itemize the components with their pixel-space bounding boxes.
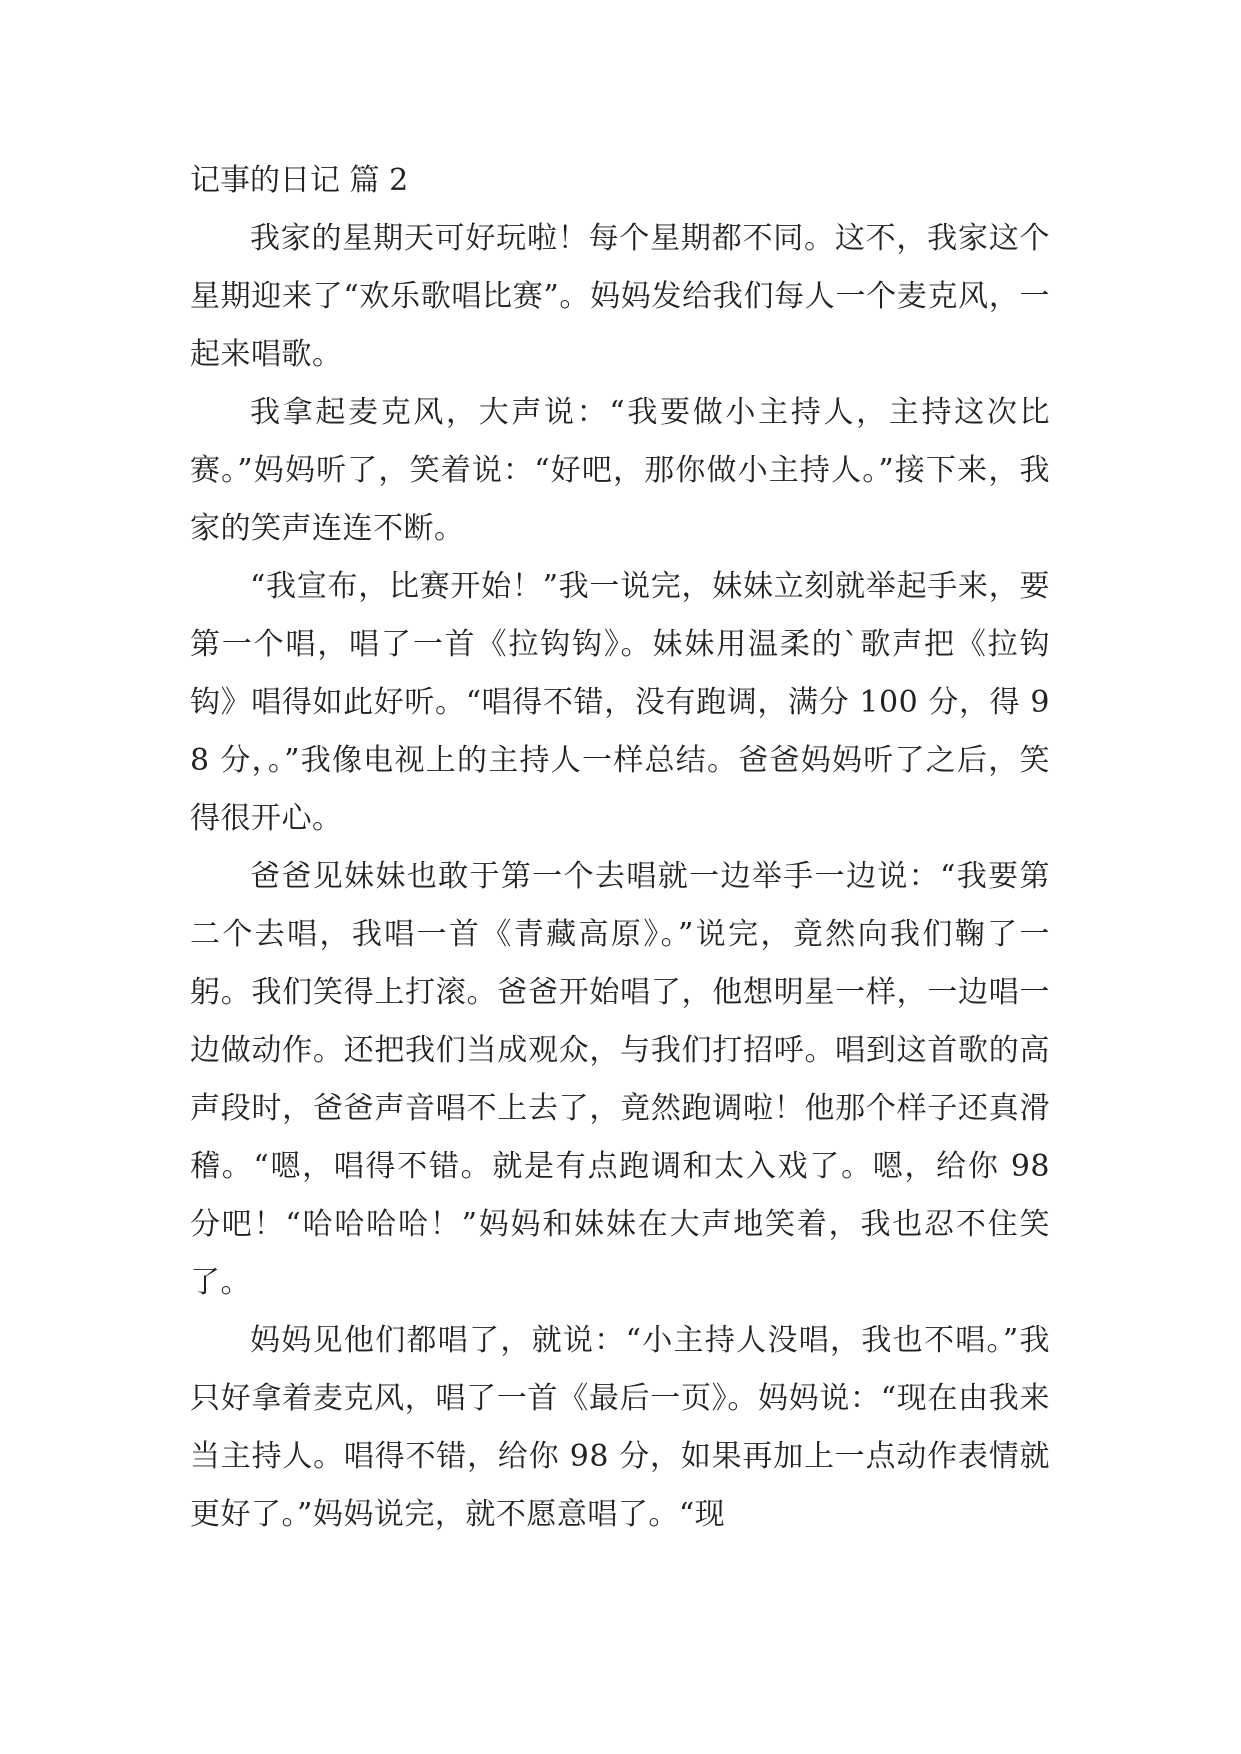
paragraph: 我拿起麦克风，大声说：“我要做小主持人，主持这次比赛。”妈妈听了，笑着说：“好吧，那你做小主持人。”接下来，我家的笑声连连不断。	[190, 395, 1050, 546]
paragraph: 我家的星期天可好玩啦！每个星期都不同。这不，我家这个星期迎来了“欢乐歌唱比赛”。妈妈发给我们每人一个麦克风，一起来唱歌。	[190, 221, 1050, 372]
paragraph: 妈妈见他们都唱了，就说：“小主持人没唱，我也不唱。”我只好拿着麦克风，唱了一首《最后一页》。妈妈说：“现在由我来当主持人。唱得不错，给你 98 分，如果再加上一点动作表情就更好了。”妈妈说完，就不愿意唱了。“现	[190, 1323, 1050, 1532]
paragraph: “我宣布，比赛开始！”我一说完，妹妹立刻就举起手来，要第一个唱，唱了一首《拉钩钩》。妹妹用温柔的`歌声把《拉钩钩》唱得如此好听。“唱得不错，没有跑调，满分 100 分，得 98 分，。”我像电视上的主持人一样总结。爸爸妈妈听了之后，笑得很开心。	[190, 569, 1050, 836]
paragraph: 爸爸见妹妹也敢于第一个去唱就一边举手一边说：“我要第二个去唱，我唱一首《青藏高原》。”说完，竟然向我们鞠了一躬。我们笑得上打滚。爸爸开始唱了，他想明星一样，一边唱一边做动作。还把我们当成观众，与我们打招呼。唱到这首歌的高声段时，爸爸声音唱不上去了，竟然跑调啦！他那个样子还真滑稽。“嗯，唱得不错。就是有点跑调和太入戏了。嗯，给你 98 分吧！“哈哈哈哈！”妈妈和妹妹在大声地笑着，我也忍不住笑了。	[190, 859, 1050, 1300]
document-title: 记事的日记 篇 2	[190, 163, 409, 198]
document-body	[190, 152, 1050, 1544]
